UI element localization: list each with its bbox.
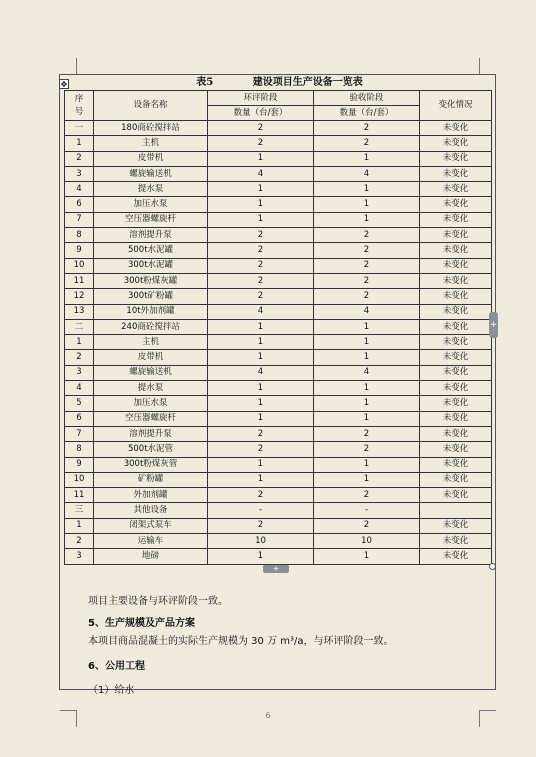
heading-5: 5、生产规模及产品方案 [88, 618, 195, 629]
cell-change[interactable]: 未变化 [420, 457, 492, 472]
table-row [65, 258, 492, 273]
cell-seq[interactable]: 3 [65, 166, 94, 181]
cell-name[interactable]: 溶剂提升泵 [94, 228, 208, 243]
cell-change[interactable]: 未变化 [420, 243, 492, 258]
cell-change[interactable]: 未变化 [420, 411, 492, 426]
cell-name[interactable]: 10t外加剂罐 [94, 304, 208, 319]
table-row [65, 488, 492, 503]
cell-change[interactable]: 未变化 [420, 534, 492, 549]
cell-change[interactable]: 未变化 [420, 335, 492, 350]
heading-6: 6、公用工程 [88, 661, 145, 672]
cell-seq[interactable]: 8 [65, 442, 94, 457]
page-number: 6 [265, 711, 271, 720]
header-eia-qty: 数量（台/套） [208, 106, 314, 121]
resize-icon[interactable] [489, 563, 496, 570]
header-acceptance-qty: 数量（台/套） [314, 106, 420, 121]
cell-seq[interactable]: 三 [65, 503, 94, 518]
cell-name[interactable]: 300t粉煤灰罐 [94, 273, 208, 288]
cell-acceptance-qty[interactable]: 1 [314, 549, 420, 564]
cell-name[interactable]: 提水泵 [94, 381, 208, 396]
table-row [65, 228, 492, 243]
crop-mark-top-right [479, 58, 496, 75]
table-row [65, 472, 492, 487]
cell-acceptance-qty[interactable]: 1 [314, 350, 420, 365]
cell-seq[interactable]: 13 [65, 304, 94, 319]
cell-seq[interactable]: 一 [65, 121, 94, 136]
cell-name[interactable]: 皮带机 [94, 151, 208, 166]
cell-eia-qty[interactable]: 1 [208, 335, 314, 350]
cell-change[interactable]: 未变化 [420, 396, 492, 411]
cell-name[interactable]: 其他设备 [94, 503, 208, 518]
cell-name[interactable]: 空压器螺旋杆 [94, 212, 208, 227]
cell-eia-qty[interactable]: 10 [208, 534, 314, 549]
cell-eia-qty[interactable]: 2 [208, 258, 314, 273]
cell-name[interactable]: 加压水泵 [94, 197, 208, 212]
header-seq-top: 序 [74, 93, 84, 104]
cell-acceptance-qty[interactable]: 1 [314, 472, 420, 487]
cell-acceptance-qty[interactable]: 4 [314, 365, 420, 380]
cell-name[interactable]: 运输车 [94, 534, 208, 549]
table-row [65, 518, 492, 533]
cell-name[interactable]: 300t矿粉罐 [94, 289, 208, 304]
cell-change[interactable]: 未变化 [420, 518, 492, 533]
body-line-2: 本项目商品混凝土的实际生产规模为 30 万 m³/a，与环评阶段一致。 [88, 636, 394, 647]
cell-eia-qty[interactable]: 1 [208, 549, 314, 564]
cell-change[interactable]: 未变化 [420, 304, 492, 319]
cell-seq[interactable]: 5 [65, 396, 94, 411]
table-row [65, 319, 492, 334]
table-row [65, 396, 492, 411]
table-row [65, 212, 492, 227]
header-eia-stage: 环评阶段 [208, 91, 314, 106]
cell-name[interactable]: 500t水泥罐 [94, 243, 208, 258]
cell-acceptance-qty[interactable]: 1 [314, 381, 420, 396]
cell-eia-qty[interactable]: 1 [208, 350, 314, 365]
cell-name[interactable]: 240商砼搅拌站 [94, 319, 208, 334]
cell-name[interactable]: 300t粉煤灰管 [94, 457, 208, 472]
cell-acceptance-qty[interactable]: 2 [314, 289, 420, 304]
cell-change[interactable]: 未变化 [420, 488, 492, 503]
table-row [65, 457, 492, 472]
cell-change[interactable]: 未变化 [420, 549, 492, 564]
cell-seq[interactable]: 1 [65, 518, 94, 533]
table-row [65, 442, 492, 457]
cell-change[interactable]: 未变化 [420, 151, 492, 166]
table-row [65, 289, 492, 304]
table-row [65, 503, 492, 518]
cell-seq[interactable]: 3 [65, 365, 94, 380]
cell-eia-qty[interactable]: 1 [208, 151, 314, 166]
table-row [65, 151, 492, 166]
cell-seq[interactable]: 1 [65, 136, 94, 151]
cell-seq[interactable]: 2 [65, 350, 94, 365]
cell-acceptance-qty[interactable]: 2 [314, 121, 420, 136]
equipment-table[interactable] [64, 90, 492, 565]
cell-acceptance-qty[interactable]: - [314, 503, 420, 518]
cell-acceptance-qty[interactable]: 2 [314, 273, 420, 288]
cell-seq[interactable]: 9 [65, 243, 94, 258]
cell-change[interactable]: 未变化 [420, 258, 492, 273]
cell-eia-qty[interactable]: 2 [208, 228, 314, 243]
cell-name[interactable]: 螺旋输送机 [94, 365, 208, 380]
cell-change[interactable]: 未变化 [420, 442, 492, 457]
cell-acceptance-qty[interactable]: 2 [314, 426, 420, 441]
cell-name[interactable]: 外加剂罐 [94, 488, 208, 503]
cell-name[interactable]: 180商砼搅拌站 [94, 121, 208, 136]
cell-acceptance-qty[interactable]: 1 [314, 151, 420, 166]
cell-eia-qty[interactable]: 1 [208, 319, 314, 334]
cell-seq[interactable]: 3 [65, 549, 94, 564]
header-acceptance-stage: 验收阶段 [314, 91, 420, 106]
cell-name[interactable]: 500t水泥管 [94, 442, 208, 457]
cell-name[interactable]: 地磅 [94, 549, 208, 564]
move-icon[interactable]: ✥ [60, 80, 68, 89]
cell-acceptance-qty[interactable]: 4 [314, 166, 420, 181]
cell-change[interactable]: 未变化 [420, 426, 492, 441]
cell-name[interactable]: 溶剂提升泵 [94, 426, 208, 441]
table-row [65, 350, 492, 365]
cell-seq[interactable]: 10 [65, 258, 94, 273]
cell-eia-qty[interactable]: 2 [208, 426, 314, 441]
crop-mark-top-left [60, 58, 77, 75]
cell-change[interactable]: 未变化 [420, 350, 492, 365]
table-row [65, 273, 492, 288]
cell-change[interactable]: 未变化 [420, 166, 492, 181]
cell-acceptance-qty[interactable]: 2 [314, 228, 420, 243]
cell-change[interactable]: 未变化 [420, 472, 492, 487]
cell-eia-qty[interactable]: 1 [208, 396, 314, 411]
cell-seq[interactable]: 4 [65, 182, 94, 197]
header-seq [65, 91, 94, 121]
cell-change[interactable] [420, 503, 492, 518]
table-row [65, 121, 492, 136]
cell-seq[interactable]: 2 [65, 151, 94, 166]
cell-seq[interactable]: 8 [65, 228, 94, 243]
cell-seq[interactable]: 1 [65, 335, 94, 350]
cell-seq[interactable]: 6 [65, 197, 94, 212]
add-row-icon[interactable]: + [263, 565, 289, 573]
cell-eia-qty[interactable]: 2 [208, 442, 314, 457]
cell-acceptance-qty[interactable]: 1 [314, 212, 420, 227]
cell-acceptance-qty[interactable]: 2 [314, 243, 420, 258]
cell-eia-qty[interactable]: 1 [208, 197, 314, 212]
cell-change[interactable]: 未变化 [420, 365, 492, 380]
cell-acceptance-qty[interactable]: 2 [314, 488, 420, 503]
table-row [65, 182, 492, 197]
cell-seq[interactable]: 4 [65, 381, 94, 396]
table-caption-label: 表5 [196, 77, 214, 88]
body-line-3: （1）给水 [88, 685, 135, 696]
cell-seq[interactable]: 7 [65, 212, 94, 227]
cell-name[interactable]: 300t水泥罐 [94, 258, 208, 273]
cell-acceptance-qty[interactable]: 1 [314, 396, 420, 411]
cell-eia-qty[interactable]: 4 [208, 166, 314, 181]
body-line-1: 项目主要设备与环评阶段一致。 [88, 596, 228, 607]
cell-eia-qty[interactable]: 2 [208, 121, 314, 136]
table-row [65, 534, 492, 549]
cell-name[interactable]: 闭架式泵车 [94, 518, 208, 533]
cell-change[interactable]: 未变化 [420, 197, 492, 212]
cell-seq[interactable]: 7 [65, 426, 94, 441]
cell-acceptance-qty[interactable]: 1 [314, 411, 420, 426]
cell-name[interactable]: 螺旋输送机 [94, 166, 208, 181]
cell-name[interactable]: 加压水泵 [94, 396, 208, 411]
cell-change[interactable]: 未变化 [420, 121, 492, 136]
cell-eia-qty[interactable]: 1 [208, 472, 314, 487]
header-seq-bottom: 号 [74, 106, 84, 117]
cell-eia-qty[interactable]: 4 [208, 304, 314, 319]
table-row [65, 166, 492, 181]
table-row [65, 549, 492, 564]
cell-change[interactable]: 未变化 [420, 289, 492, 304]
cell-eia-qty[interactable]: 4 [208, 365, 314, 380]
cell-change[interactable]: 未变化 [420, 182, 492, 197]
cell-seq[interactable]: 12 [65, 289, 94, 304]
cell-eia-qty[interactable]: 1 [208, 411, 314, 426]
header-change: 变化情况 [420, 91, 492, 121]
cell-change[interactable]: 未变化 [420, 212, 492, 227]
table-row [65, 365, 492, 380]
table-row [65, 426, 492, 441]
cell-seq[interactable]: 2 [65, 534, 94, 549]
cell-eia-qty[interactable]: 2 [208, 136, 314, 151]
cell-eia-qty[interactable]: 2 [208, 289, 314, 304]
cell-acceptance-qty[interactable]: 1 [314, 319, 420, 334]
cell-seq[interactable]: 6 [65, 411, 94, 426]
cell-acceptance-qty[interactable]: 1 [314, 197, 420, 212]
cell-change[interactable]: 未变化 [420, 381, 492, 396]
cell-acceptance-qty[interactable]: 2 [314, 518, 420, 533]
cell-acceptance-qty[interactable]: 2 [314, 258, 420, 273]
table-row [65, 381, 492, 396]
cell-name[interactable]: 主机 [94, 335, 208, 350]
cell-eia-qty[interactable]: 1 [208, 381, 314, 396]
cell-acceptance-qty[interactable]: 4 [314, 304, 420, 319]
header-name: 设备名称 [94, 91, 208, 121]
cell-name[interactable]: 空压器螺旋杆 [94, 411, 208, 426]
table-row [65, 197, 492, 212]
cell-eia-qty[interactable]: 2 [208, 273, 314, 288]
table-row [65, 411, 492, 426]
cell-eia-qty[interactable]: 2 [208, 243, 314, 258]
cell-seq[interactable]: 9 [65, 457, 94, 472]
cell-eia-qty[interactable]: 2 [208, 488, 314, 503]
add-column-icon[interactable]: + [489, 312, 498, 338]
table-row [65, 335, 492, 350]
cell-eia-qty[interactable]: 1 [208, 212, 314, 227]
cell-eia-qty[interactable]: - [208, 503, 314, 518]
cell-acceptance-qty[interactable]: 2 [314, 136, 420, 151]
cell-acceptance-qty[interactable]: 1 [314, 182, 420, 197]
cell-seq[interactable]: 11 [65, 488, 94, 503]
cell-eia-qty[interactable]: 2 [208, 518, 314, 533]
table-row [65, 136, 492, 151]
cell-change[interactable]: 未变化 [420, 273, 492, 288]
table-row [65, 243, 492, 258]
cell-name[interactable]: 主机 [94, 136, 208, 151]
cell-seq[interactable]: 10 [65, 472, 94, 487]
cell-change[interactable]: 未变化 [420, 136, 492, 151]
cell-eia-qty[interactable]: 1 [208, 457, 314, 472]
table-caption [69, 74, 490, 91]
cell-change[interactable]: 未变化 [420, 228, 492, 243]
cell-acceptance-qty[interactable]: 10 [314, 534, 420, 549]
cell-seq[interactable]: 二 [65, 319, 94, 334]
table-row [65, 304, 492, 319]
cell-acceptance-qty[interactable]: 1 [314, 457, 420, 472]
cell-name[interactable]: 提水泵 [94, 182, 208, 197]
cell-change[interactable]: 未变化 [420, 319, 492, 334]
cell-acceptance-qty[interactable]: 1 [314, 335, 420, 350]
cell-name[interactable]: 矿粉罐 [94, 472, 208, 487]
table-caption-title: 建设项目生产设备一览表 [252, 77, 363, 88]
cell-eia-qty[interactable]: 1 [208, 182, 314, 197]
cell-name[interactable]: 皮带机 [94, 350, 208, 365]
cell-seq[interactable]: 11 [65, 273, 94, 288]
cell-acceptance-qty[interactable]: 2 [314, 442, 420, 457]
